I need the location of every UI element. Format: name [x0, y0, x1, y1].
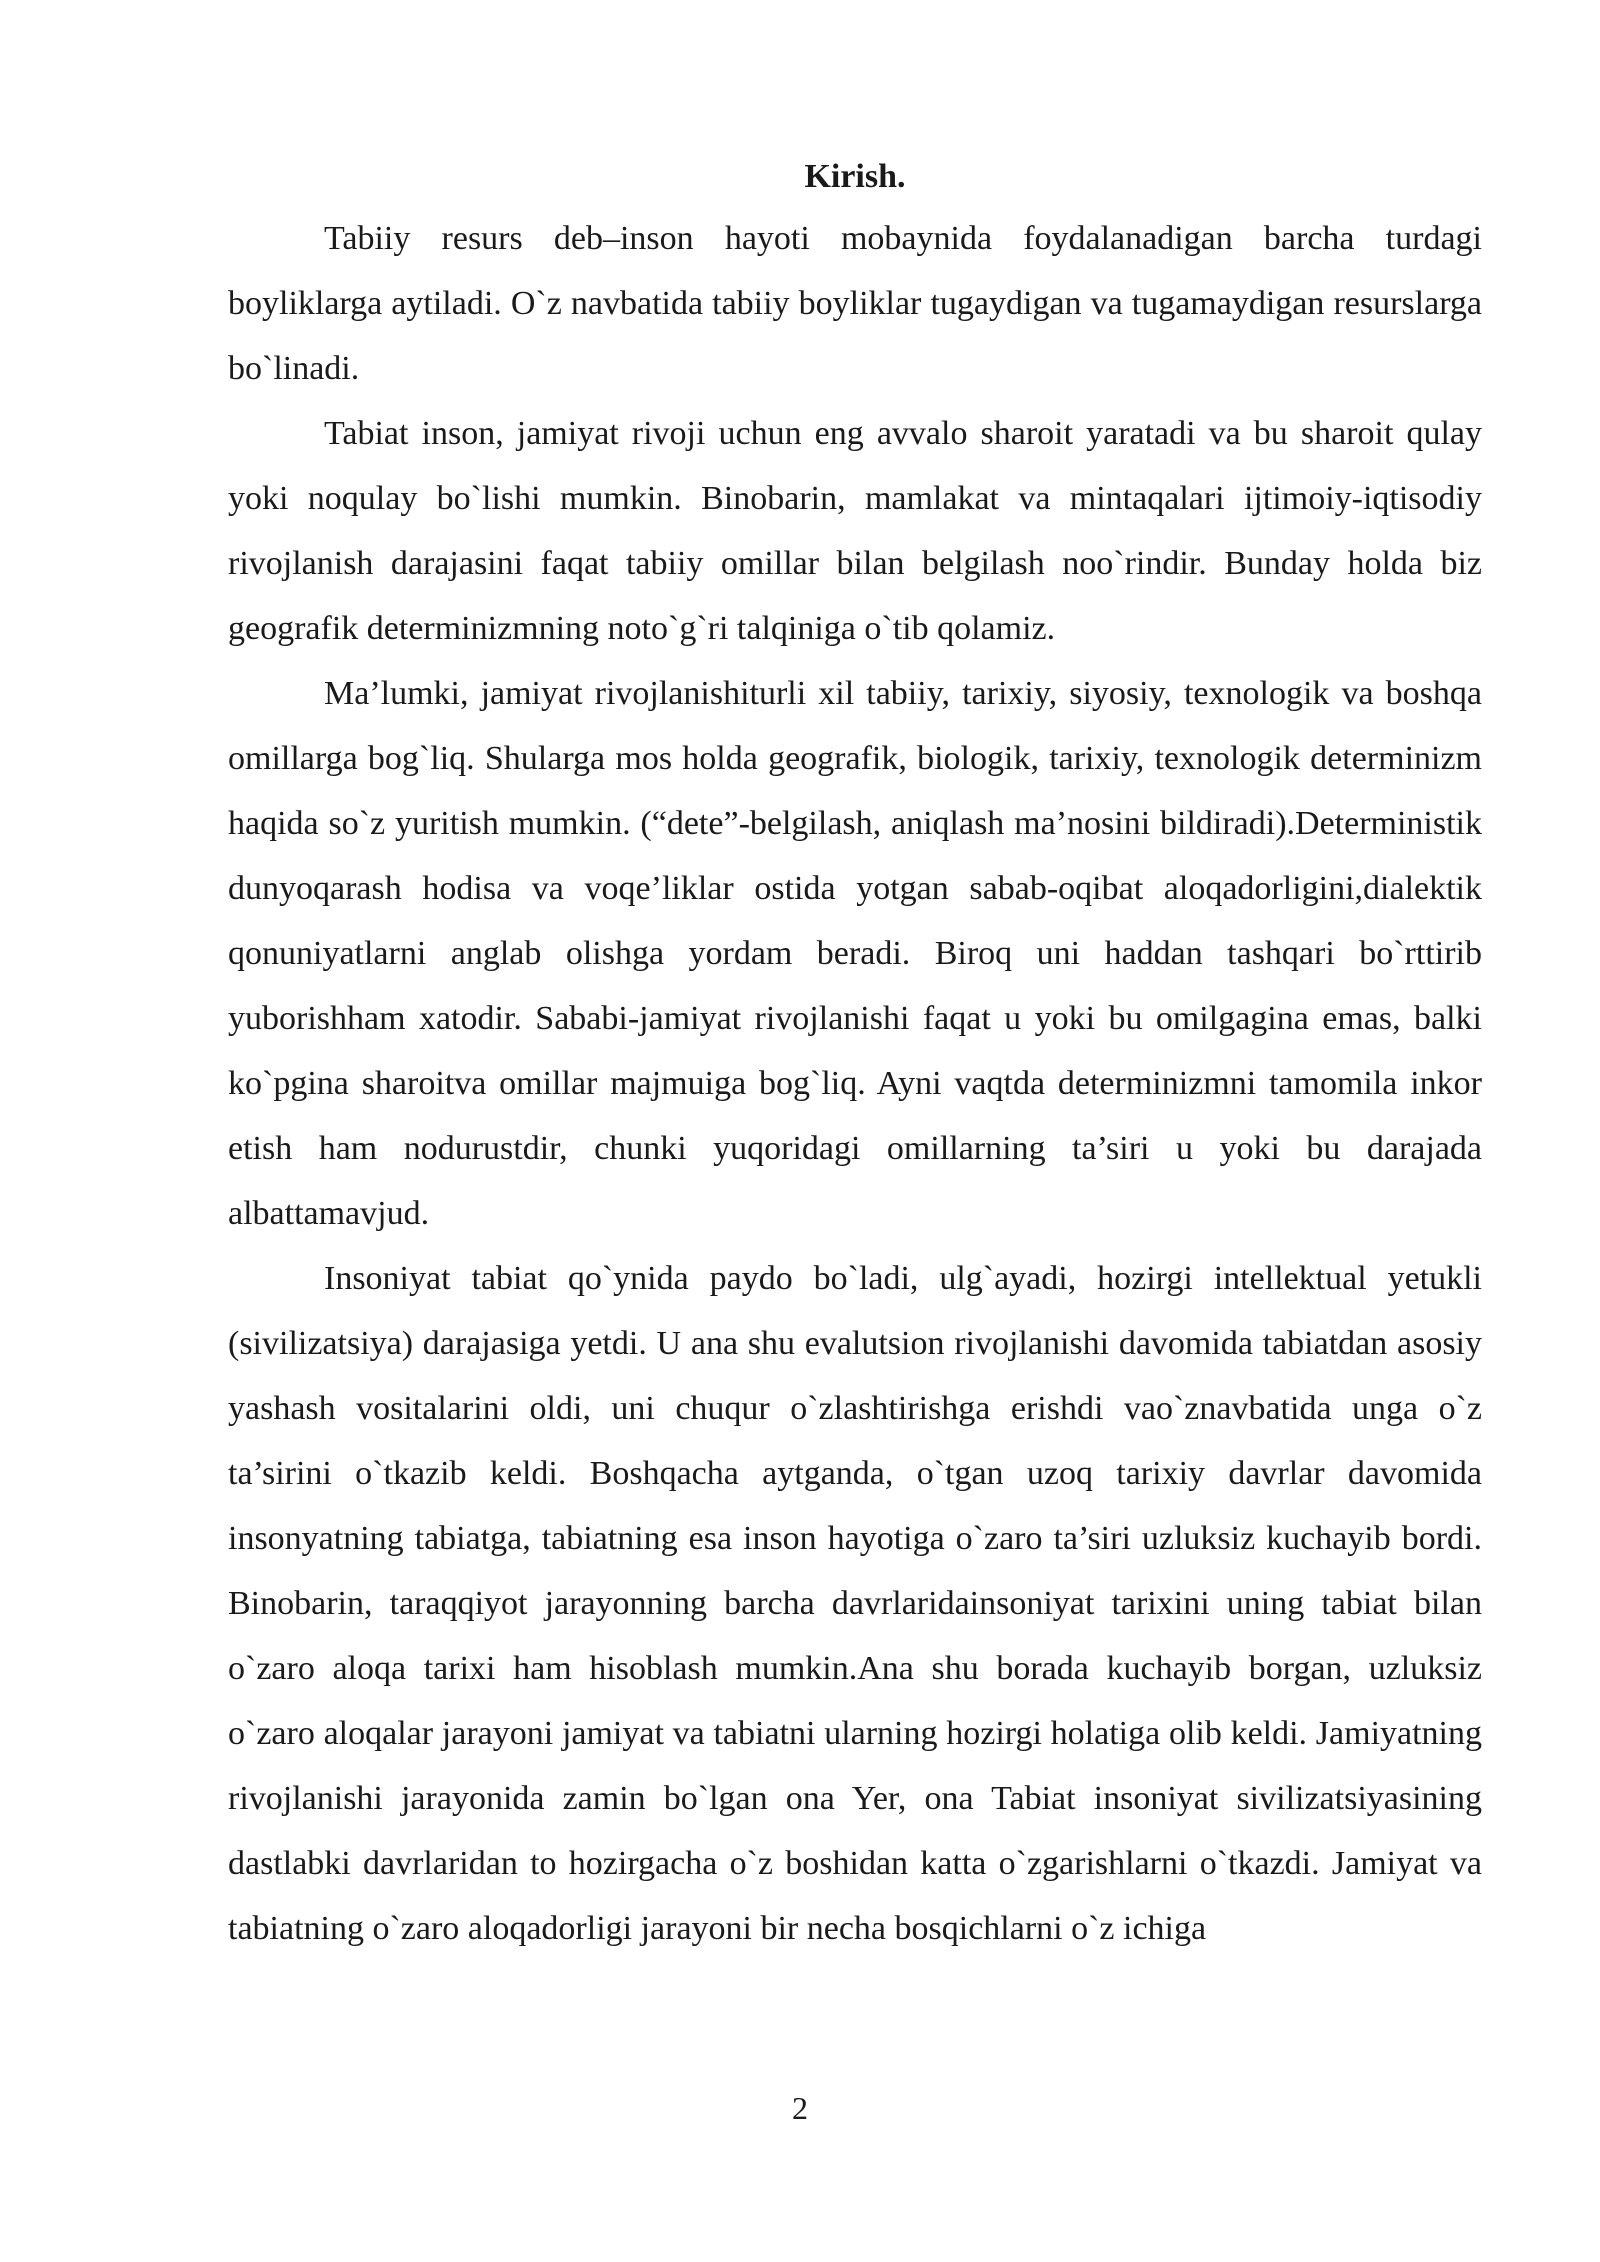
page-title: Kirish. [804, 158, 906, 195]
paragraph-3: Ma’lumki, jamiyat rivojlanishiturli xil tabiiy, tarixiy, siyosiy, texnologik va boshqa omillarga bog`liq. Shularga mos holda geografik, biologik, tarixiy, texnologik determinizm haqida so`z yuritish mumkin. (“dete”-belgilash, aniqlash ma’nosini bildiradi).Deterministik dunyoqarash hodisa va voqe’liklar ostida yotgan sabab-oqibat aloqadorligini,dialektik qonuniyatlarni anglab olishga yordam beradi. Biroq uni haddan tashqari bo`rttirib yuborishham xatodir. Sababi-jamiyat rivojlanishi faqat u yoki bu omilgagina emas, balki ko`pgina sharoitva omillar majmuiga bog`liq. Ayni vaqtda determinizmni tamomila inkor etish ham nodurustdir, chunki yuqoridagi omillarning ta’siri u yoki bu darajada albattamavjud. [228, 675, 1482, 1232]
paragraph-1: Tabiiy resurs deb–inson hayoti mobaynida foydalanadigan barcha turdagi boyliklarga aytiladi. O`z navbatida tabiiy boyliklar tugaydigan va tugamaydigan resurslarga bo`linadi. [228, 220, 1482, 387]
document-page [228, 148, 1482, 1961]
paragraph-4: Insoniyat tabiat qo`ynida paydo bo`ladi, ulg`ayadi, hozirgi intellektual yetukli (sivilizatsiya) darajasiga yetdi. U ana shu evalutsion rivojlanishi davomida tabiatdan asosiy yashash vositalarini oldi, uni chuqur o`zlashtirishga erishdi vao`znavbatida unga o`z ta’sirini o`tkazib keldi. Boshqacha aytganda, o`tgan uzoq tarixiy davrlar davomida insonyatning tabiatga, tabiatning esa inson hayotiga o`zaro ta’siri uzluksiz kuchayib bordi. Binobarin, taraqqiyot jarayonning barcha davrlaridainsoniyat tarixini uning tabiat bilan o`zaro aloqa tarixi ham hisoblash mumkin.Ana shu borada kuchayib borgan, uzluksiz o`zaro aloqalar jarayoni jamiyat va tabiatni ularning hozirgi holatiga olib keldi. Jamiyatning rivojlanishi jarayonida zamin bo`lgan ona Yer, ona Tabiat insoniyat sivilizatsiyasining dastlabki davrlaridan to hozirgacha o`z boshidan katta o`zgarishlarni o`tkazdi. Jamiyat va tabiatning o`zaro aloqadorligi jarayoni bir necha bosqichlarni o`z ichiga [228, 1260, 1482, 1947]
paragraph-2: Tabiat inson, jamiyat rivoji uchun eng avvalo sharoit yaratadi va bu sharoit qulay yoki noqulay bo`lishi mumkin. Binobarin, mamlakat va mintaqalari ijtimoiy-iqtisodiy rivojlanish darajasini faqat tabiiy omillar bilan belgilash noo`rindir. Bunday holda biz geografik determinizmning noto`g`ri talqiniga o`tib qolamiz. [228, 415, 1482, 647]
page-number: 2 [792, 2090, 808, 2126]
